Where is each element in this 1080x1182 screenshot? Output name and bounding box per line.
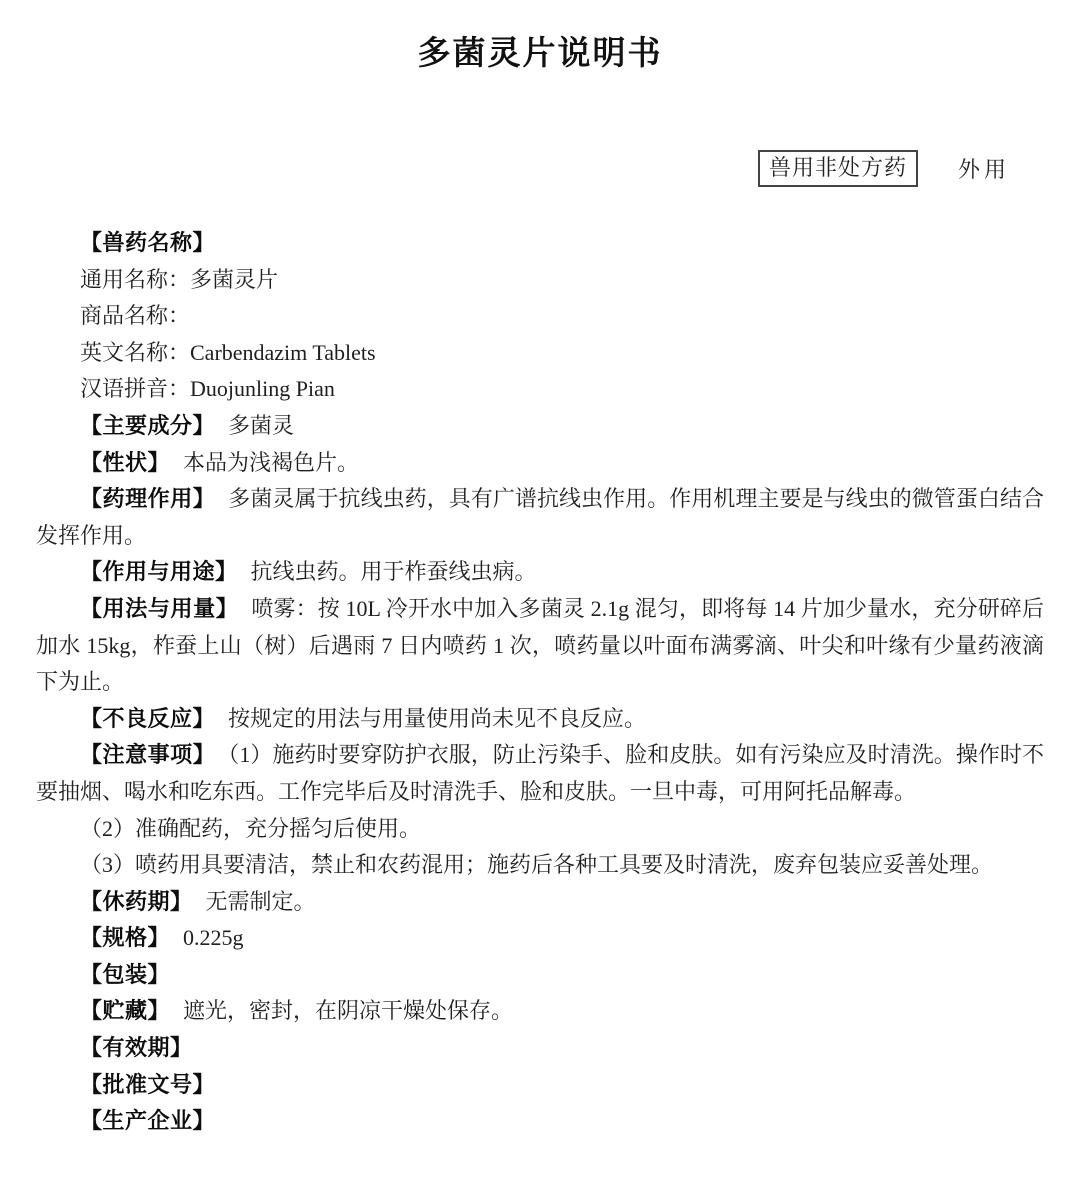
- section-main-ingredient: [36, 408, 1044, 445]
- section-description: [36, 445, 1044, 482]
- section-adverse-reactions-header: 【不良反应】: [80, 705, 216, 731]
- section-usage-and-dosage-header: 【用法与用量】: [80, 595, 239, 621]
- section-approval-number: [36, 1067, 1044, 1104]
- leaflet-body: [36, 225, 1044, 1140]
- section-pharmacology-text: 多菌灵属于抗线虫药，具有广谱抗线虫作用。作用机理主要是与线虫的微管蛋白结合发挥作用。: [36, 486, 1044, 548]
- section-pharmacology-header: 【药理作用】: [80, 486, 216, 512]
- section-precautions: [36, 737, 1044, 810]
- section-drug-name: [36, 225, 1044, 262]
- section-action-and-use: [36, 554, 1044, 591]
- line-generic-name: 通用名称：多菌灵片: [80, 266, 279, 292]
- section-main-ingredient-header: 【主要成分】: [80, 412, 216, 438]
- section-precautions-item-3-text: （3）喷药用具要清洁，禁止和农药混用；施药后各种工具要及时清洗，废弃包装应妥善处理。: [80, 852, 994, 878]
- section-action-and-use-text: 抗线虫药。用于柞蚕线虫病。: [250, 559, 537, 585]
- section-main-ingredient-text: 多菌灵: [228, 412, 295, 438]
- section-expiry-date: [36, 1030, 1044, 1067]
- section-expiry-date-header: 【有效期】: [80, 1035, 193, 1061]
- section-specification: [36, 920, 1044, 957]
- section-packaging-header: 【包装】: [80, 961, 171, 987]
- section-drug-name-header: 【兽药名称】: [80, 230, 216, 255]
- section-action-and-use-header: 【作用与用途】: [80, 559, 238, 585]
- section-manufacturer-header: 【生产企业】: [80, 1108, 216, 1134]
- section-approval-number-header: 【批准文号】: [80, 1071, 216, 1097]
- section-withdrawal-period: [36, 884, 1044, 921]
- usage-type-label: 外用: [957, 157, 1010, 182]
- line-trade-name: 商品名称：: [80, 303, 191, 329]
- section-precautions-item-2: [36, 811, 1044, 848]
- section-pharmacology: [36, 481, 1044, 554]
- section-precautions-text: （1）施药时要穿防护衣服，防止污染手、脸和皮肤。如有污染应及时清洗。操作时不要抽烟、喝水和吃东西。工作完毕后及时清洗手、脸和皮肤。一旦中毒，可用阿托品解毒。: [36, 742, 1044, 804]
- line-pinyin-name: 汉语拼音：Duojunling Pian: [80, 376, 335, 402]
- section-precautions-header: 【注意事项】: [80, 742, 216, 768]
- section-specification-header: 【规格】: [80, 925, 171, 951]
- section-description-text: 本品为浅褐色片。: [183, 449, 360, 475]
- line-english-name: 英文名称：Carbendazim Tablets: [80, 339, 376, 365]
- section-usage-and-dosage: [36, 591, 1044, 701]
- regulatory-row: [0, 150, 1080, 187]
- section-precautions-item-3: [36, 847, 1044, 884]
- section-storage: [36, 993, 1044, 1030]
- section-adverse-reactions: [36, 701, 1044, 738]
- otc-classification-badge: 兽用非处方药: [758, 150, 918, 187]
- section-storage-text: 遮光，密封，在阴凉干燥处保存。: [183, 998, 514, 1024]
- page-title: 多菌灵片说明书: [417, 34, 663, 71]
- section-precautions-item-2-text: （2）准确配药，充分摇匀后使用。: [80, 815, 422, 841]
- section-manufacturer: [36, 1103, 1044, 1140]
- section-packaging: [36, 957, 1044, 994]
- section-storage-header: 【贮藏】: [80, 998, 171, 1024]
- section-withdrawal-period-header: 【休药期】: [80, 888, 193, 914]
- section-usage-and-dosage-text: 喷雾：按 10L 冷开水中加入多菌灵 2.1g 混匀，即将每 14 片加少量水，充分研碎后加水 15kg，柞蚕上山（树）后遇雨 7 日内喷药 1 次，喷药量以叶面布满雾滴、叶尖和叶缘有少量药液滴下为止。: [36, 595, 1044, 695]
- section-adverse-reactions-text: 按规定的用法与用量使用尚未见不良反应。: [228, 705, 647, 731]
- section-specification-text: 0.225g: [183, 925, 244, 951]
- section-description-header: 【性状】: [80, 449, 171, 475]
- section-withdrawal-period-text: 无需制定。: [205, 888, 316, 914]
